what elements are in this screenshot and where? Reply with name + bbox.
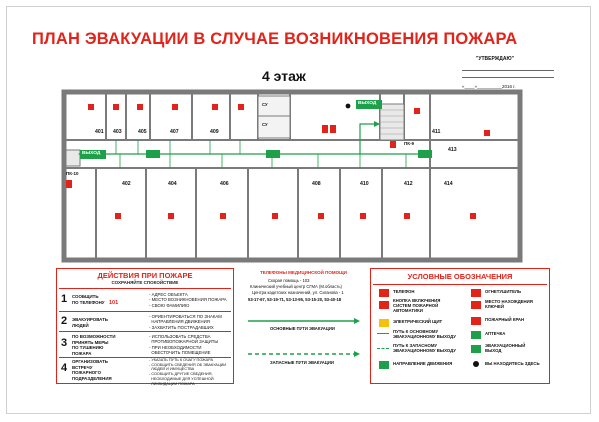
phones-heading: ТЕЛЕФОНЫ МЕДИЦИНСКОЙ ПОМОЩИ: [260, 270, 347, 275]
action-item-1: 1 СООБЩИТЬ ПО ТЕЛЕФОНУ 101 - АДРЕС ОБЪЕКТА - МЕСТО ВОЗНИКНОВЕНИЯ ПОЖАРА - СВОЮ ФАМИЛИЮ: [61, 292, 227, 308]
action-item-4: 4 ОРГАНИЗОВАТЬ ВСТРЕЧУ ПОЖАРНОГО ПОДРАЗДЕЛЕНИЯ - УКАЗАТЬ ПУТЬ К ОЧАГУ ПОЖАРА - СООБЩИТЬ СВЕДЕНИЯ ОБ ЭВАКУАЦИИ ЛЮДЕЙ И ИМУЩЕСТВА - СООБЩИТЬ ДРУГИЕ СВЕДЕНИЯ, НЕОБХОДИМЫЕ ДЛЯ УСПЕШНОЙ ЛИКВИДАЦИИ ПОЖАРА: [61, 358, 227, 386]
exit-left-label: ВЫХОД: [82, 151, 101, 156]
room-409: 409: [210, 129, 219, 135]
you-are-here-dot: [346, 104, 351, 109]
fire-phone-number: 101: [109, 300, 119, 306]
phones-line-1: Скорая помощь - 103: [268, 278, 310, 283]
actions-heading: ДЕЙСТВИЯ ПРИ ПОЖАРЕ: [97, 271, 193, 280]
direction-sign-3: [418, 150, 432, 158]
main-route-label: ОСНОВНЫЕ ПУТИ ЭВАКУАЦИИ: [270, 326, 335, 331]
page-title: ПЛАН ЭВАКУАЦИИ В СЛУЧАЕ ВОЗНИКНОВЕНИЯ ПОЖАРА: [32, 30, 518, 48]
room-407: 407: [170, 129, 179, 135]
room-405: 405: [138, 129, 147, 135]
room-411: 411: [432, 129, 441, 135]
reserve-route-label: ЗАПАСНЫЕ ПУТИ ЭВАКУАЦИИ: [270, 360, 334, 365]
room-414: 414: [444, 181, 453, 187]
room-406: 406: [220, 181, 229, 187]
extinguisher-icon: [471, 289, 481, 297]
extinguisher-2: [330, 125, 336, 133]
room-412: 412: [404, 181, 413, 187]
hydrant-pk9: ПК-9: [404, 141, 414, 146]
electric-panel-icon: [379, 319, 389, 327]
staircase-left: [66, 150, 80, 166]
legend-heading: УСЛОВНЫЕ ОБОЗНАЧЕНИЯ: [407, 272, 513, 281]
action-item-3: 3 ПО ВОЗМОЖНОСТИ ПРИНЯТЬ МЕРЫ ПО ТУШЕНИЮ ПОЖАРА - ИСПОЛЬЗОВАТЬ СРЕДСТВА ПРОТИВОПОЖАРНОЙ ЗАЩИТЫ - ПРИ НЕОБХОДИМОСТИ ОБЕСТОЧИТЬ ПОМЕЩЕНИЕ: [61, 334, 219, 356]
phones-numbers: 53-17-67, 53-19-71, 53-13-95, 53-15-20, 53-40-18: [248, 297, 342, 302]
alarm-button-icon: [379, 301, 389, 309]
main-path-icon: [377, 333, 389, 334]
room-408: 408: [312, 181, 321, 187]
room-403: 403: [113, 129, 122, 135]
phones-line-2: Клинический учебный центр СГМА (М.область): [250, 284, 342, 289]
hydrant-pk10: ПК-10: [66, 171, 79, 176]
room-404: 404: [168, 181, 177, 187]
phones-line-3: Центра кадетских назначений, ул. Сиганова - 1: [252, 290, 344, 295]
direction-sign-2: [266, 150, 280, 158]
action-item-2: 2 ЭВАКУИРОВАТЬ ЛЮДЕЙ - ОРИЕНТИРОВАТЬСЯ ПО ЗНАКАМ НАПРАВЛЕНИЯ ДВИЖЕНИЯ - ЗАХВАТИТЬ ПОСТРАДАВШИХ: [61, 314, 222, 330]
actions-subheading: СОХРАНЯЙТЕ СПОКОЙСТВИЕ: [111, 279, 179, 285]
phone-icon: [379, 289, 389, 297]
floor-label: 4 этаж: [262, 68, 306, 84]
room-413: 413: [448, 147, 457, 153]
you-are-here-icon: [473, 361, 479, 367]
legend-panel: УСЛОВНЫЕ ОБОЗНАЧЕНИЯ ТЕЛЕФОН КНОПКА ВКЛЮЧЕНИЯ СИСТЕМ ПОЖАРНОЙ АВТОМАТИКИ ЭЛЕКТРИЧЕСКИЙ ЩИТ ПУТЬ К ОСНОВНОМУ ЭВАКУАЦИОННОМУ ВЫХОДУ ПУТЬ К ЗАПАСНОМУ ЭВАКУАЦИОННОМУ ВЫХОДУ НАПРАВЛЕНИЕ ДВИЖЕНИЯ ОГНЕТУШИТЕЛЬ МЕСТО НАХОЖДЕНИЯ КЛЮЧЕЙ ПОЖАРНЫЙ КРАН АПТЕЧКА ЭВАКУАЦИОННЫЙ ВЫХОД ВЫ НАХОДИТЕСЬ ЗДЕСЬ: [370, 268, 550, 384]
fire-hydrant-icon: [471, 317, 481, 325]
key-location-icon: [471, 301, 481, 309]
direction-icon: [379, 361, 389, 369]
extinguisher-3: [390, 141, 396, 148]
room-410: 410: [360, 181, 369, 187]
first-aid-icon: [471, 331, 481, 339]
room-401: 401: [95, 129, 104, 135]
direction-sign-1: [146, 150, 160, 158]
reserve-path-icon: [377, 348, 389, 349]
wc-label-1: СУ: [262, 102, 268, 107]
building-outline: [64, 92, 520, 260]
actions-panel: [56, 268, 234, 384]
extinguisher-4: [66, 180, 72, 188]
exit-top-label: ВЫХОД: [358, 101, 377, 106]
emergency-exit-icon: [471, 345, 481, 353]
extinguisher-1: [322, 125, 328, 133]
wc-label-2: СУ: [262, 122, 268, 127]
approve-label: "УТВЕРЖДАЮ": [476, 56, 514, 62]
approve-date: «____»__________2016 г.: [462, 84, 516, 89]
room-402: 402: [122, 181, 131, 187]
